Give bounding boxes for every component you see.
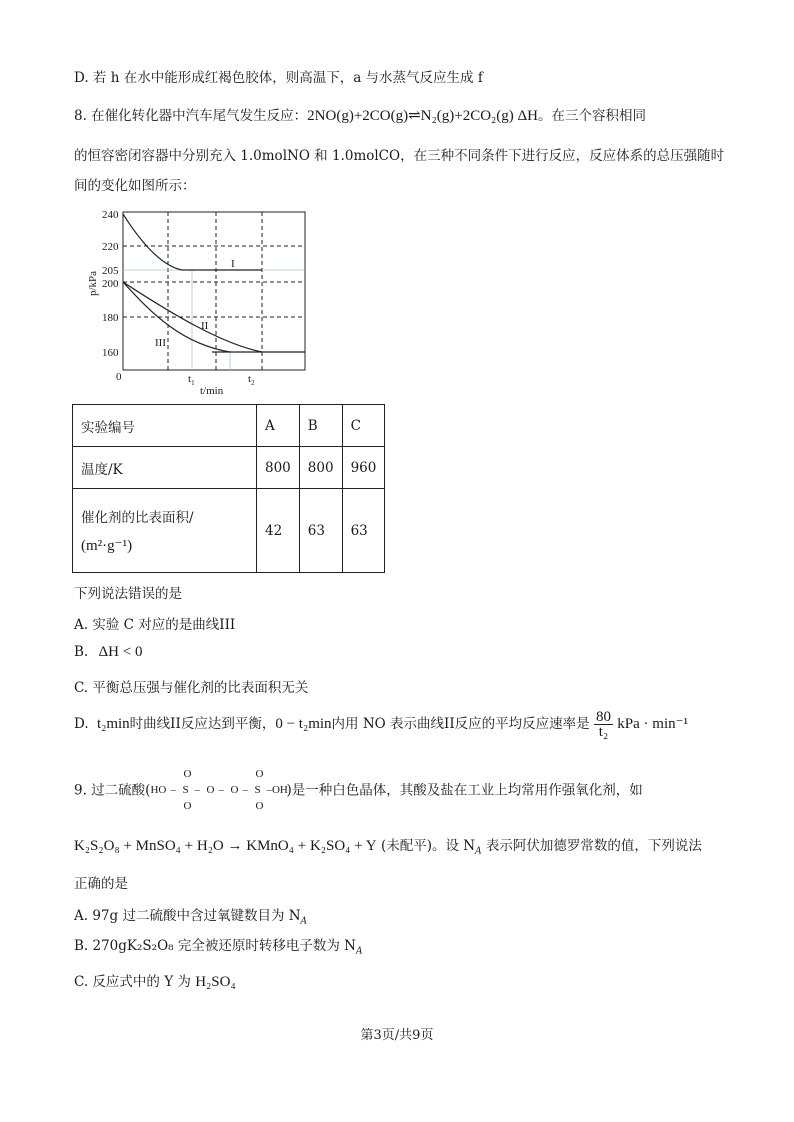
table-cell: [73, 489, 257, 573]
q8-option-a: A. 实验 C 对应的是曲线III: [74, 617, 236, 633]
curve-ii: [123, 282, 262, 352]
table-row: [73, 405, 385, 447]
label-curve-iii: III: [155, 337, 166, 349]
table-cell: 温度/K: [73, 447, 257, 489]
y-tick-160: 160: [102, 347, 119, 359]
q8-option-d-range: 0 − t₂min: [275, 716, 332, 732]
q9-intro: 9. 过二硫酸(: [74, 782, 151, 799]
q9-option-c-math: H₂SO₄: [195, 974, 236, 990]
q9-option-b: [74, 934, 362, 957]
y-tick-180: 180: [102, 312, 119, 324]
x-tick-0: 0: [116, 371, 122, 383]
peroxydisulfuric-acid-structure: HO – S O O – O – O – S O O –OH: [150, 768, 288, 812]
experiment-table: [72, 404, 385, 573]
q9-note-sub: A: [475, 846, 482, 857]
q8-equation: 2NO(g)+2CO(g)⇌N₂(g)+2CO₂(g) ΔH: [307, 108, 538, 124]
table-cell: 63: [299, 489, 342, 573]
q8-option-d: [74, 710, 688, 739]
q8-option-b: [74, 644, 142, 661]
q8-option-d-tail: 内用 NO 表示曲线II反应的平均反应速率是: [331, 716, 590, 732]
q9-option-a-sub: A: [300, 916, 308, 927]
x-axis-label: t/min: [200, 385, 224, 397]
table-header-cell: C: [342, 405, 385, 447]
q9-option-c: [74, 970, 236, 991]
q8-stem-line1: [74, 104, 646, 125]
y-tick-220: 220: [102, 241, 119, 253]
q8-intro: 8. 在催化转化器中汽车尾气发生反应：: [74, 108, 308, 124]
q8-option-c: C. 平衡总压强与催化剂的比表面积无关: [74, 680, 309, 696]
x-tick-t2: $t_2$: [248, 373, 255, 387]
q8-option-b-math: ΔH < 0: [98, 644, 143, 660]
table-row: [73, 447, 385, 489]
rate-numerator: 80: [595, 709, 611, 725]
q9-option-b-sub: A: [355, 946, 363, 957]
rate-fraction: [594, 710, 613, 739]
y-tick-205: 205: [102, 265, 119, 277]
table-header-cell: 实验编号: [73, 405, 257, 447]
q9-stem-line3: 正确的是: [74, 876, 128, 892]
q9-note: (未配平)。设 N: [380, 838, 476, 854]
table-cell: 42: [257, 489, 300, 573]
q8-option-d-mid: 时曲线II反应达到平衡，: [129, 716, 276, 732]
q8-option-d-t2: t₂min: [96, 716, 130, 732]
q9-stem-line2: [74, 834, 702, 857]
q8-question: 下列说法错误的是: [74, 586, 182, 602]
q8-option-d-label: D.: [74, 716, 89, 732]
x-tick-t1: $t_1$: [188, 373, 195, 387]
label-curve-i: I: [231, 258, 235, 270]
q9-option-a: [74, 904, 307, 927]
table-header-cell: B: [299, 405, 342, 447]
rate-unit: kPa · min⁻¹: [617, 716, 689, 732]
table-row: [73, 489, 385, 573]
pressure-time-chart: [82, 204, 322, 400]
q9-note-tail: 表示阿伏加德罗常数的值，下列说法: [481, 838, 702, 854]
page-footer: 第3页/共9页: [360, 1028, 434, 1043]
rate-denominator: t₂: [598, 724, 609, 740]
table-cell: 800: [299, 447, 342, 489]
q8-option-b-label: B.: [74, 644, 89, 660]
q7-option-d: D. 若 h 在水中能形成红褐色胶体，则高温下，a 与水蒸气反应生成 f: [74, 70, 483, 86]
q9-stem-line1: [74, 766, 643, 816]
table-header-cell: A: [257, 405, 300, 447]
surface-area-unit: (m²·g⁻¹): [81, 538, 133, 554]
q9-equation: K₂S₂O₈ + MnSO₄ + H₂O → KMnO₄ + K₂SO₄ + Y: [74, 838, 377, 854]
q9-option-b-text: B. 270gK₂S₂O₈ 完全被还原时转移电子数为 N: [74, 938, 356, 954]
table-cell: 960: [342, 447, 385, 489]
curve-i: [123, 214, 262, 270]
q9-intro-after: )是一种白色晶体，其酸及盐在工业上均常用作强氧化剂，如: [286, 782, 643, 799]
q8-stem-line2: 的恒容密闭容器中分别充入 1.0molNO 和 1.0molCO，在三种不同条件下进行反应，反应体系的总压强随时: [74, 148, 725, 164]
q9-option-a-text: A. 97g 过二硫酸中含过氧键数目为 N: [74, 908, 301, 924]
y-tick-240: 240: [102, 209, 119, 221]
chart-frame: [123, 212, 305, 370]
table-cell: 800: [257, 447, 300, 489]
surface-area-label: 催化剂的比表面积/: [81, 510, 194, 526]
q8-stem-line3: 间的变化如图所示：: [74, 178, 196, 194]
q8-intro-tail: 。在三个容积相同: [537, 108, 646, 124]
table-cell: 63: [342, 489, 385, 573]
q9-option-c-text: C. 反应式中的 Y 为: [74, 974, 191, 990]
label-curve-ii: II: [201, 320, 209, 332]
y-axis-label: p/kPa: [87, 270, 99, 296]
y-tick-200: 200: [102, 278, 119, 290]
